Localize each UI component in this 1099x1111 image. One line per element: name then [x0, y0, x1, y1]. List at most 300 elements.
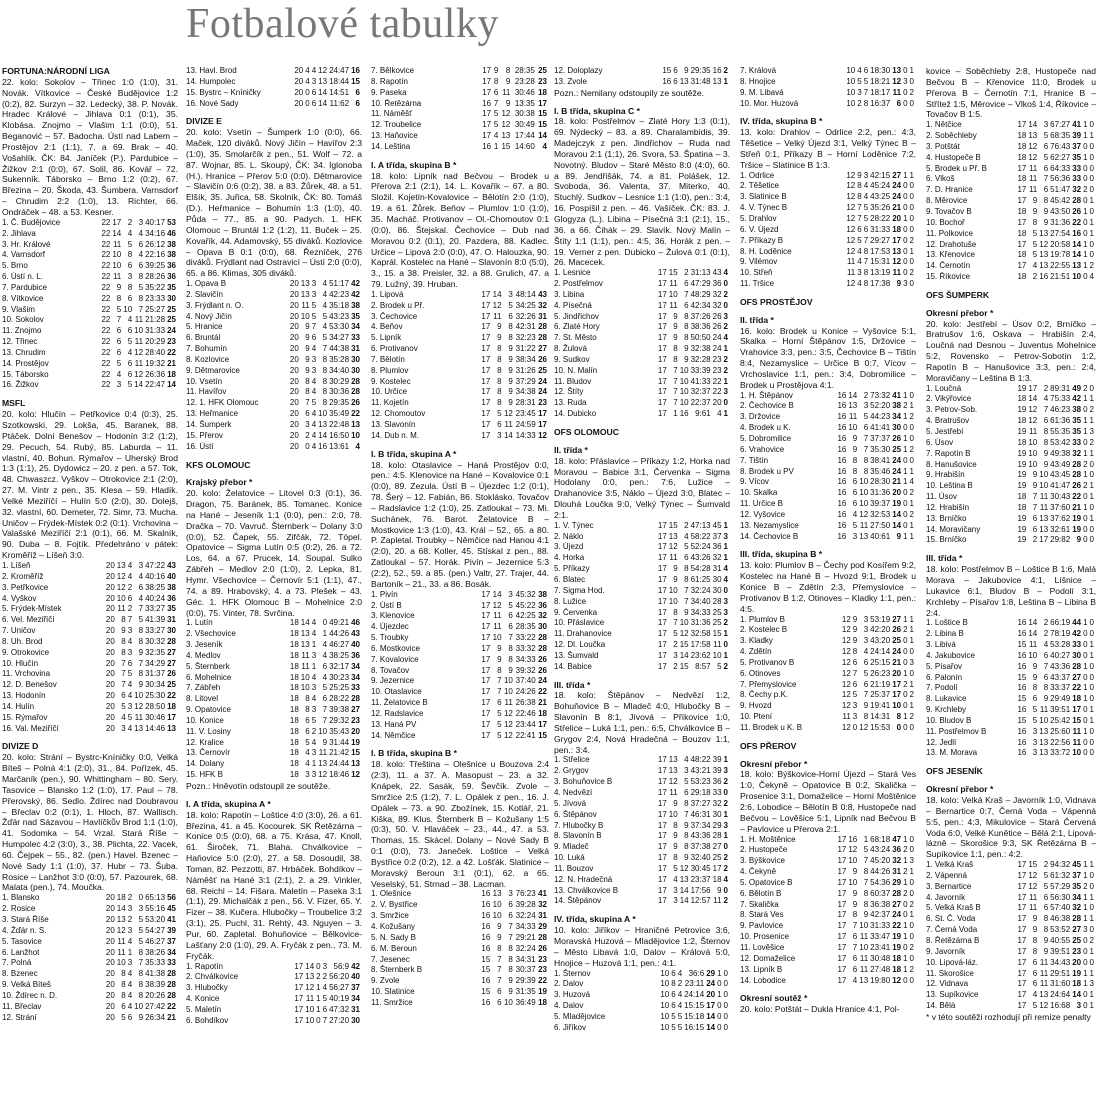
stat-cell: 25 — [538, 365, 547, 375]
table-row — [2, 594, 178, 605]
stat-cell: 1 — [723, 409, 728, 419]
table-row — [926, 481, 1096, 492]
table-row — [740, 921, 916, 932]
stat-cell: 9 — [852, 444, 858, 454]
stat-cell: 39:32 — [515, 665, 536, 675]
team-name-cell: 2. V. Bystřice — [371, 900, 418, 910]
stat-cell: 0 — [903, 942, 908, 952]
stat-cell: 23 — [538, 76, 547, 86]
stat-cell: 10 — [660, 1011, 670, 1021]
stat-cell: 16 — [837, 509, 847, 519]
stat-cell: 12 — [841, 679, 851, 689]
stat-cell: 17 — [657, 863, 667, 873]
stat-cell: 7 — [493, 98, 499, 108]
stat-cell: 13 — [501, 131, 511, 141]
stat-cell: 0 — [1083, 535, 1088, 545]
table-row — [186, 88, 362, 99]
stat-cell: 2 — [903, 679, 908, 689]
stat-cell: 32:24 — [515, 943, 536, 953]
table-row — [926, 716, 1096, 727]
stat-cell: 21:51 — [1050, 272, 1071, 282]
stat-cell: 38 — [1072, 405, 1082, 415]
stat-cell: 2 — [1083, 185, 1088, 195]
stat-cell: 1 — [1083, 502, 1088, 512]
standings-table — [371, 290, 549, 442]
stat-cell: 0 — [903, 722, 908, 732]
stat-cell: 51:47 — [1050, 185, 1071, 195]
stat-cell: 10 — [668, 289, 678, 299]
stat-cell: 3 — [863, 636, 869, 646]
stat-cell: 0 — [909, 975, 914, 985]
stat-cell: 18 — [167, 701, 176, 711]
stat-cell: 0 — [903, 647, 908, 657]
stat-cell: 1 — [909, 66, 914, 75]
stat-cell: 41:38 — [145, 969, 166, 979]
stat-cell: 49:21 — [329, 618, 350, 628]
team-name-cell: 7. Skalička — [740, 899, 779, 909]
team-name-cell: 4. Jakubovice — [926, 650, 975, 660]
team-name-cell: 8. H. Loděnice — [740, 246, 792, 256]
stat-cell: 39:28 — [515, 900, 536, 910]
team-name-cell: 3. Kladky — [740, 636, 773, 646]
stat-cell: 68:18 — [870, 834, 891, 844]
table-row — [926, 261, 1096, 272]
table-row — [926, 503, 1096, 514]
stat-cell: 19 — [1072, 524, 1082, 534]
stat-cell: 18 — [1072, 979, 1082, 989]
table-row — [186, 355, 362, 366]
stat-cell: 40 — [351, 972, 360, 982]
stat-cell: 25 — [892, 636, 902, 646]
stat-cell: 9 — [497, 643, 502, 653]
stat-cell: 8 — [305, 705, 310, 715]
stat-cell: 7 — [138, 604, 144, 614]
stat-cell: 17 — [112, 217, 122, 227]
team-name-cell: 7. Hlubočky B — [554, 820, 604, 830]
team-name-cell: 12. Troubelice — [371, 120, 422, 130]
results-paragraph: Pozn.: Nemilany odstoupily ze soutěže. — [554, 87, 704, 98]
stat-cell: 9 — [305, 354, 310, 364]
stat-cell: 14 — [167, 380, 176, 390]
stat-cell: 10 — [1039, 715, 1049, 725]
stat-cell: 17 — [1017, 217, 1027, 227]
stat-cell: 16 — [837, 531, 847, 541]
table-row — [2, 272, 178, 283]
stat-cell: 5 — [121, 701, 126, 711]
stat-cell: 0 — [1083, 174, 1088, 184]
stat-cell: 2 — [684, 268, 689, 278]
team-name-cell: 5. N. Sady B — [371, 932, 416, 942]
stat-cell: 18 — [1017, 492, 1027, 502]
stat-cell: 20 — [105, 604, 115, 614]
stat-cell: 7 — [863, 856, 869, 866]
stat-cell: 3 — [311, 365, 317, 375]
stat-cell: 3 — [723, 607, 728, 617]
stat-cell: 10 — [300, 311, 310, 321]
stat-cell: 17 — [481, 687, 491, 697]
stat-cell: 8 — [1043, 196, 1049, 206]
stat-cell: 37 — [712, 531, 722, 541]
team-name-cell: 3. Držovice — [740, 412, 781, 422]
stat-cell: 20 — [294, 87, 304, 97]
stat-cell: 15:53 — [870, 722, 891, 732]
stat-cell: 9 — [1032, 470, 1038, 480]
stat-cell: 16 — [482, 98, 492, 108]
team-name-cell: 7. Zábřeh — [186, 683, 221, 693]
stat-cell: 1 — [1083, 206, 1088, 216]
table-row — [186, 640, 362, 651]
stat-cell: 16 — [712, 66, 722, 75]
stat-cell: 43 — [712, 268, 722, 278]
table-row — [926, 174, 1096, 185]
stat-cell: 10 — [300, 672, 310, 682]
table-row — [2, 348, 178, 359]
stat-cell: 20 — [105, 647, 115, 657]
section-heading: III. třída, skupina B * — [740, 549, 823, 560]
stat-cell: 0 — [903, 235, 908, 245]
stat-cell: 15 — [351, 748, 360, 758]
stat-cell: 25:15 — [870, 657, 891, 667]
stat-cell: 2 — [723, 66, 728, 75]
table-row — [2, 980, 178, 991]
section-heading: I. A třída, skupina B * — [371, 159, 457, 170]
stat-cell: 61:25 — [690, 574, 711, 584]
table-row — [2, 702, 178, 713]
stat-cell: 26:36 — [145, 369, 166, 379]
stat-cell: 11 — [301, 300, 310, 310]
stat-cell: 17 — [1017, 892, 1027, 902]
stat-cell: 6 — [852, 499, 858, 509]
section-heading: OFS PŘEROV — [740, 740, 797, 751]
team-name-cell: 9. Sudkov — [554, 354, 590, 364]
stat-cell: 8 — [322, 365, 328, 375]
stat-cell: 13 — [1039, 250, 1049, 260]
stat-cell: 0 — [909, 888, 914, 898]
stat-cell: 9 — [1043, 217, 1049, 227]
stat-cell: 6 — [121, 1001, 126, 1011]
results-paragraph: 20. kolo: Potštát – Dukla Hranice 4:1, Pol- — [740, 1004, 900, 1015]
team-name-cell: 5. Písařov — [926, 661, 963, 671]
stat-cell: 4 — [857, 246, 862, 256]
table-row — [926, 514, 1096, 525]
stat-cell: 0 — [903, 224, 908, 234]
table-row — [371, 409, 549, 420]
team-name-cell: 2. Těšetice — [740, 181, 779, 191]
stat-cell: 31:26 — [515, 365, 536, 375]
stat-cell: 10 — [1072, 272, 1082, 282]
stat-cell: 1 — [903, 412, 908, 422]
stat-cell: 40:19 — [329, 994, 350, 1004]
stat-cell: 7 — [863, 434, 869, 443]
stat-cell: 33 — [1072, 174, 1082, 184]
stat-cell: 17 — [1017, 261, 1027, 271]
stat-cell: 10 — [660, 968, 670, 978]
stat-cell: 19 — [1017, 524, 1027, 534]
stat-cell: 5 — [1043, 870, 1049, 880]
table-row — [926, 240, 1096, 251]
stat-cell: 11 — [1039, 957, 1049, 967]
stat-cell: 5 — [717, 661, 722, 671]
stat-cell: 8 — [508, 333, 513, 343]
stat-cell: 41:39 — [145, 615, 166, 625]
stat-cell: 12 — [305, 983, 315, 993]
stat-cell: 3 — [723, 311, 728, 321]
stat-cell: 2 — [903, 401, 908, 411]
section-heading: IV. třída, skupina A * — [554, 914, 636, 925]
stat-cell: 0 — [723, 1001, 728, 1011]
stat-cell: 2 — [723, 661, 728, 671]
section-heading: FORTUNA:NÁRODNÍ LIGA — [2, 66, 110, 76]
stat-cell: 20 — [289, 409, 299, 419]
stat-cell: 15:15 — [684, 1001, 705, 1011]
stat-cell: 5 — [497, 730, 502, 740]
team-name-cell: 11. Znojmo — [2, 326, 42, 336]
stat-cell: 12 — [846, 279, 856, 289]
stat-cell: 2 — [1089, 935, 1094, 945]
stat-cell: 10 — [679, 376, 689, 386]
stat-cell: 20 — [1072, 957, 1082, 967]
team-name-cell: 4. V. Týnec B — [740, 203, 788, 213]
stat-cell: 10 — [300, 683, 310, 693]
team-name-cell: 1. Střelice — [554, 755, 590, 765]
stat-cell: 6 — [684, 553, 689, 563]
stat-cell: 37:29 — [515, 376, 536, 386]
stat-cell: 35:49 — [329, 409, 350, 419]
stat-cell: 20 — [105, 723, 115, 733]
team-name-cell: 2. Kostelec B — [740, 625, 788, 635]
stat-cell: 39:51 — [1050, 705, 1071, 715]
stat-cell: 4 — [723, 874, 728, 884]
stat-cell: 1 — [717, 990, 722, 1000]
stat-cell: 28 — [538, 932, 547, 942]
table-row — [926, 492, 1096, 503]
stat-cell: 28 — [538, 322, 547, 332]
section-heading: I. A třída, skupina A * — [186, 798, 271, 809]
stat-cell: 3 — [127, 701, 133, 711]
stat-cell: 45:22 — [515, 600, 536, 610]
stat-cell: 19 — [1017, 535, 1027, 545]
stat-cell: 32:24 — [690, 585, 711, 595]
team-name-cell: 7. Sigma Hod. — [554, 585, 605, 595]
table-row — [740, 625, 916, 636]
stat-cell: 6 — [852, 488, 858, 498]
stat-cell: 0 — [723, 968, 728, 978]
table-row — [186, 748, 362, 759]
stat-cell: 29:21 — [515, 932, 536, 942]
section-heading: I. B třída, skupina C * — [554, 105, 640, 116]
stat-cell: 26 — [538, 354, 547, 364]
team-name-cell: 1. Loučná — [926, 383, 962, 393]
stat-cell: 17 — [482, 131, 492, 141]
team-name-cell: 7. D. Hranice — [926, 185, 973, 195]
stat-cell: 0 — [723, 585, 728, 595]
stat-cell: 11 — [1028, 892, 1038, 902]
stat-cell: 17 — [481, 730, 491, 740]
stat-cell: 4 — [138, 250, 144, 260]
team-name-cell: 7. Bohumín — [186, 344, 227, 354]
stat-cell: 5 — [127, 669, 133, 679]
team-name-cell: 8. Vítkovice — [2, 293, 44, 303]
team-name-cell: 15. HFK B — [186, 770, 223, 780]
stat-cell: 0 — [909, 834, 914, 844]
stat-cell: 1 — [903, 444, 908, 454]
stat-cell: 3 — [684, 766, 689, 776]
table-row — [926, 958, 1096, 969]
stat-cell: 3 — [852, 712, 858, 722]
stat-cell: 17:58 — [690, 640, 711, 650]
stat-cell: 42 — [1072, 629, 1082, 639]
stat-cell: 11 — [669, 300, 678, 310]
stat-cell: 10 — [679, 387, 689, 397]
stat-cell: 28 — [167, 980, 176, 990]
stat-cell: 12 — [134, 347, 144, 357]
stat-cell: 17 — [481, 311, 491, 321]
stat-cell: 10 — [492, 911, 502, 921]
stat-cell: 41:41 — [870, 423, 891, 433]
stat-cell: 20 — [105, 636, 115, 646]
stat-cell: 11 — [493, 311, 502, 321]
stat-cell: 8 — [1043, 437, 1049, 447]
stat-cell: 38 — [538, 589, 547, 599]
stat-cell: 2 — [1032, 272, 1038, 282]
stat-cell: 33:39 — [690, 365, 711, 375]
stat-cell: 10 — [1028, 650, 1038, 660]
stat-cell: 6 — [127, 326, 133, 336]
stat-cell: 3 — [1032, 748, 1038, 758]
team-name-cell: 11. Určice B — [740, 499, 783, 509]
stat-cell: 1 — [322, 629, 328, 639]
stat-cell: 25 — [712, 618, 722, 628]
team-name-cell: 8. Žulová — [554, 344, 587, 354]
stat-cell: 24 — [167, 326, 176, 336]
stat-cell: 7 — [673, 387, 678, 397]
stat-cell: 44:26 — [329, 629, 350, 639]
stat-cell: 8 — [896, 712, 902, 722]
team-name-cell: 14. Černotín — [926, 261, 971, 271]
team-name-cell: 7. Rapotín B — [926, 448, 971, 458]
stat-cell: 0 — [909, 455, 914, 465]
stat-cell: 2 — [1043, 860, 1049, 870]
team-name-cell: 14. Dub n. M. — [371, 430, 420, 440]
stat-cell: 6 — [127, 1012, 133, 1022]
table-row — [740, 236, 916, 247]
team-name-cell: 4. Kožušany — [371, 921, 416, 931]
stat-cell: 17 — [481, 398, 491, 408]
stat-cell: 2 — [723, 289, 728, 299]
table-row — [926, 990, 1096, 1001]
stat-cell: 4 — [322, 672, 328, 682]
stat-cell: 5 — [857, 76, 862, 86]
stat-cell: 4 — [127, 980, 133, 990]
stat-cell: 16 — [482, 141, 492, 151]
stat-cell: 8 — [1043, 427, 1049, 436]
stat-cell: 10 — [859, 488, 869, 498]
stat-cell: 35:22 — [145, 282, 166, 292]
stat-cell: 26 — [892, 434, 902, 443]
stat-cell: 18 — [289, 748, 299, 758]
team-name-cell: 1. Loštice B — [926, 618, 968, 628]
team-name-cell: 5. Maletín — [186, 1004, 222, 1014]
table-row — [186, 694, 362, 705]
stat-cell: 11 — [504, 420, 513, 429]
stat-cell: 17 — [657, 376, 667, 386]
stat-cell: 7 — [508, 932, 513, 942]
stat-cell: 1 — [1083, 860, 1088, 870]
stat-cell: 43:36 — [690, 831, 711, 841]
stat-cell: 33:22 — [515, 633, 536, 643]
table-row — [554, 842, 730, 853]
stat-cell: 12 — [318, 770, 328, 780]
table-row — [186, 962, 362, 973]
stat-cell: 5 — [138, 936, 144, 946]
stat-cell: 1 — [1083, 394, 1088, 404]
table-row — [186, 279, 362, 290]
stat-cell: 20 — [892, 213, 902, 223]
stat-cell: 6 — [493, 87, 499, 97]
table-row — [186, 290, 362, 301]
stat-cell: 25:42 — [1050, 715, 1071, 725]
stat-cell: 16:68 — [1050, 1001, 1071, 1011]
team-name-cell: 8. Šternberk B — [371, 965, 423, 975]
table-row — [740, 423, 916, 434]
stat-cell: 8 — [305, 387, 310, 397]
stat-cell: 5 — [493, 120, 499, 130]
stat-cell: 13 — [318, 759, 328, 769]
stat-cell: 42:37 — [870, 910, 891, 920]
stat-cell: 6 — [684, 279, 689, 289]
table-row — [554, 312, 730, 323]
stat-cell: 0 — [723, 279, 728, 289]
stat-cell: 5 — [311, 715, 317, 725]
team-name-cell: 13. Zvole — [554, 76, 587, 86]
team-name-cell: 4. Konice — [186, 994, 220, 1004]
stat-cell: 15 — [1072, 715, 1082, 725]
team-name-cell: 7. Příkazy B — [740, 235, 784, 245]
table-row — [740, 247, 916, 258]
stat-cell: 37:62 — [1050, 513, 1071, 523]
team-name-cell: 1. Olešnice — [371, 889, 412, 899]
team-name-cell: 2. Slavičín — [186, 289, 223, 299]
stat-cell: 0 — [909, 877, 914, 887]
stat-cell: 54:28 — [690, 564, 711, 574]
stat-cell: 18 — [892, 964, 902, 974]
table-row — [926, 525, 1096, 536]
table-row — [926, 164, 1096, 175]
stat-cell: 0 — [1089, 185, 1094, 195]
stat-cell: 1 — [493, 141, 499, 151]
results-paragraph: Pozn.: Hněvotín odstoupil ze soutěže. — [186, 781, 331, 791]
stat-cell: 6 — [1043, 903, 1049, 913]
stat-cell: 28 — [1072, 459, 1082, 469]
stat-cell: 9 — [1032, 914, 1038, 924]
table-row — [740, 976, 916, 987]
stat-cell: 1 — [903, 434, 908, 443]
stat-cell: 5 — [127, 712, 133, 722]
stat-cell: 10 — [712, 650, 722, 660]
standings-table — [186, 279, 362, 453]
table-row — [371, 976, 549, 987]
team-name-cell: 15. Přerov — [186, 430, 223, 440]
stat-cell: 46:38 — [1050, 914, 1071, 924]
stat-cell: 15 — [679, 640, 689, 650]
stat-cell: 0 — [909, 932, 914, 942]
stat-cell: 10 — [660, 990, 670, 1000]
table-row — [371, 377, 549, 388]
results-paragraph: 18. kolo: Postřelmov – Zlaté Hory 1:3 (0:1), 69. Nýdecký – 83. a 89. Charalambidis, 39. Madejczyk z pen. Jindřichov – Ruda nad Moravou 2:1 (1:1), 26. Svora, 53. Špatina – 3. Novotný. Bludov – Staré Město 8:0 (4:0), 60. a 89. Jendřišák, 74. a 81. Polášek, 12. Svoboda, 36. Valenta, 37. Miterko, 40. Stuchlý. Sudkov – Lesnice 1:1 (1:0), pen.: 3:4, 16. Pospíšil z pen. – 46. Vašíček. ČK: 83. J. Glogyza (L.). Libina – Písečná 3:1 (2:1), 15., 36. a 66. Čihák – 29. Slavík. Nový Malín – Štíty 1:1 (1:1), pen.: 4:5, 36. Horák z pen. – 19. Verner z pen. Dubicko – Žulová 0:1 (0:1), 26. Macecek. — [554, 116, 730, 268]
stat-cell: 15 — [1028, 860, 1038, 870]
table-row — [371, 731, 549, 742]
stat-cell: 11 — [713, 896, 722, 906]
